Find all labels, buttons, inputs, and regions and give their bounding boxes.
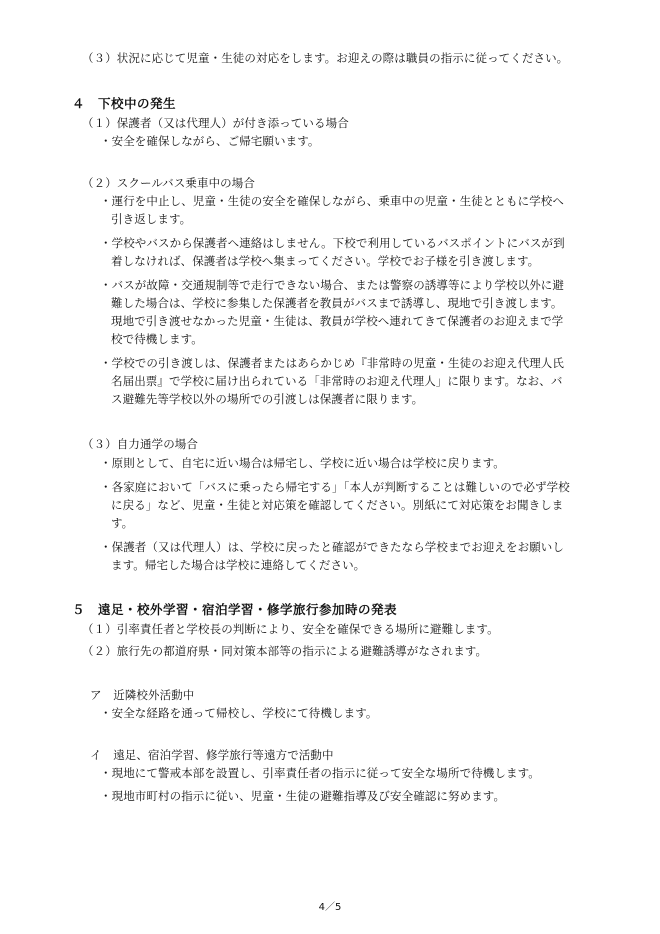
subsection-4-1-heading: （１）保護者（又は代理人）が付き添っている場合	[82, 116, 349, 130]
bullet-4-2-a-line1: ・運行を中止し、児童・生徒の安全を確保しながら、乗車中の児童・生徒とともに学校へ	[100, 194, 564, 208]
section-4-heading: ４ 下校中の発生	[72, 96, 177, 111]
page-number: 4／5	[318, 902, 342, 913]
bullet-4-2-d-line1: ・学校での引き渡しは、保護者またはあらかじめ『非常時の児童・生徒のお迎え代理人氏	[100, 356, 564, 370]
bullet-4-3-b-line3: す。	[111, 516, 134, 530]
subsection-4-3-heading: （３）自力通学の場合	[82, 437, 198, 451]
item-5-2: （２）旅行先の都道府県・同対策本部等の指示による避難誘導がなされます。	[82, 644, 488, 658]
section-5-heading: ５ 遠足・校外学習・宿泊学習・修学旅行参加時の発表	[72, 602, 398, 617]
bullet-4-3-c-line1: ・保護者（又は代理人）は、学校に戻ったと確認ができたなら学校までお迎えをお願いし	[100, 540, 564, 554]
bullet-4-2-a-line2: 引き返します。	[111, 212, 192, 226]
bullet-4-2-c-line1: ・バスが故障・交通規制等で走行できない場合、または警察の誘導等により学校以外に避	[100, 278, 564, 292]
bullet-4-2-c-line3: 現地で引き渡せなかった児童・生徒は、教員が学校へ連れてきて保護者のお迎えまで学	[111, 314, 564, 328]
bullet-4-2-c-line2: 難した場合は、学校に参集した保護者を教員がバスまで誘導し、現地で引き渡します。	[111, 296, 563, 310]
bullet-4-3-c-line2: ます。帰宅した場合は学校に連絡してください。	[111, 558, 366, 572]
item-3-status-response: （３）状況に応じて児童・生徒の対応をします。お迎えの際は職員の指示に従ってください。	[82, 51, 569, 65]
bullet-5-i-2: ・現地市町村の指示に従い、児童・生徒の避難指導及び安全確認に努めます。	[100, 789, 506, 803]
bullet-4-2-c-line4: 校で待機します。	[111, 332, 203, 346]
subsection-5-a-heading: ア 近隣校外活動中	[90, 688, 195, 702]
bullet-5-i-1: ・現地にて警戒本部を設置し、引率責任者の指示に従って安全な場所で待機します。	[100, 766, 540, 780]
item-5-1: （１）引率責任者と学校長の判断により、安全を確保できる場所に避難します。	[82, 622, 499, 636]
bullet-4-2-b-line1: ・学校やバスから保護者へ連絡はしません。下校で利用しているバスポイントにバスが到	[100, 236, 565, 250]
subsection-4-2-heading: （２）スクールバス乗車中の場合	[82, 176, 255, 190]
subsection-5-i-heading: イ 遠足、宿泊学習、修学旅行等遠方で活動中	[90, 748, 334, 762]
bullet-4-2-b-line2: 着しなければ、保護者は学校へ集まってください。学校でお子様を引き渡します。	[111, 254, 540, 268]
bullet-5-a-1: ・安全な経路を通って帰校し、学校にて待機します。	[100, 706, 378, 720]
bullet-4-2-d-line3: ス避難先等学校以外の場所での引渡しは保護者に限ります。	[111, 392, 424, 406]
bullet-4-3-b-line1: ・各家庭において「バスに乗ったら帰宅する」「本人が判断することは難しいので必ず学校	[100, 480, 570, 494]
bullet-4-1-a: ・安全を確保しながら、ご帰宅願います。	[100, 134, 320, 148]
bullet-4-3-a: ・原則として、自宅に近い場合は帰宅し、学校に近い場合は学校に戻ります。	[100, 456, 505, 470]
bullet-4-2-d-line2: 名届出票』で学校に届け出られている「非常時のお迎え代理人」に限ります。なお、バ	[111, 374, 563, 388]
bullet-4-3-b-line2: に戻る」など、児童・生徒と対応策を確認してください。別紙にて対応策をお聞きしま	[111, 498, 564, 512]
